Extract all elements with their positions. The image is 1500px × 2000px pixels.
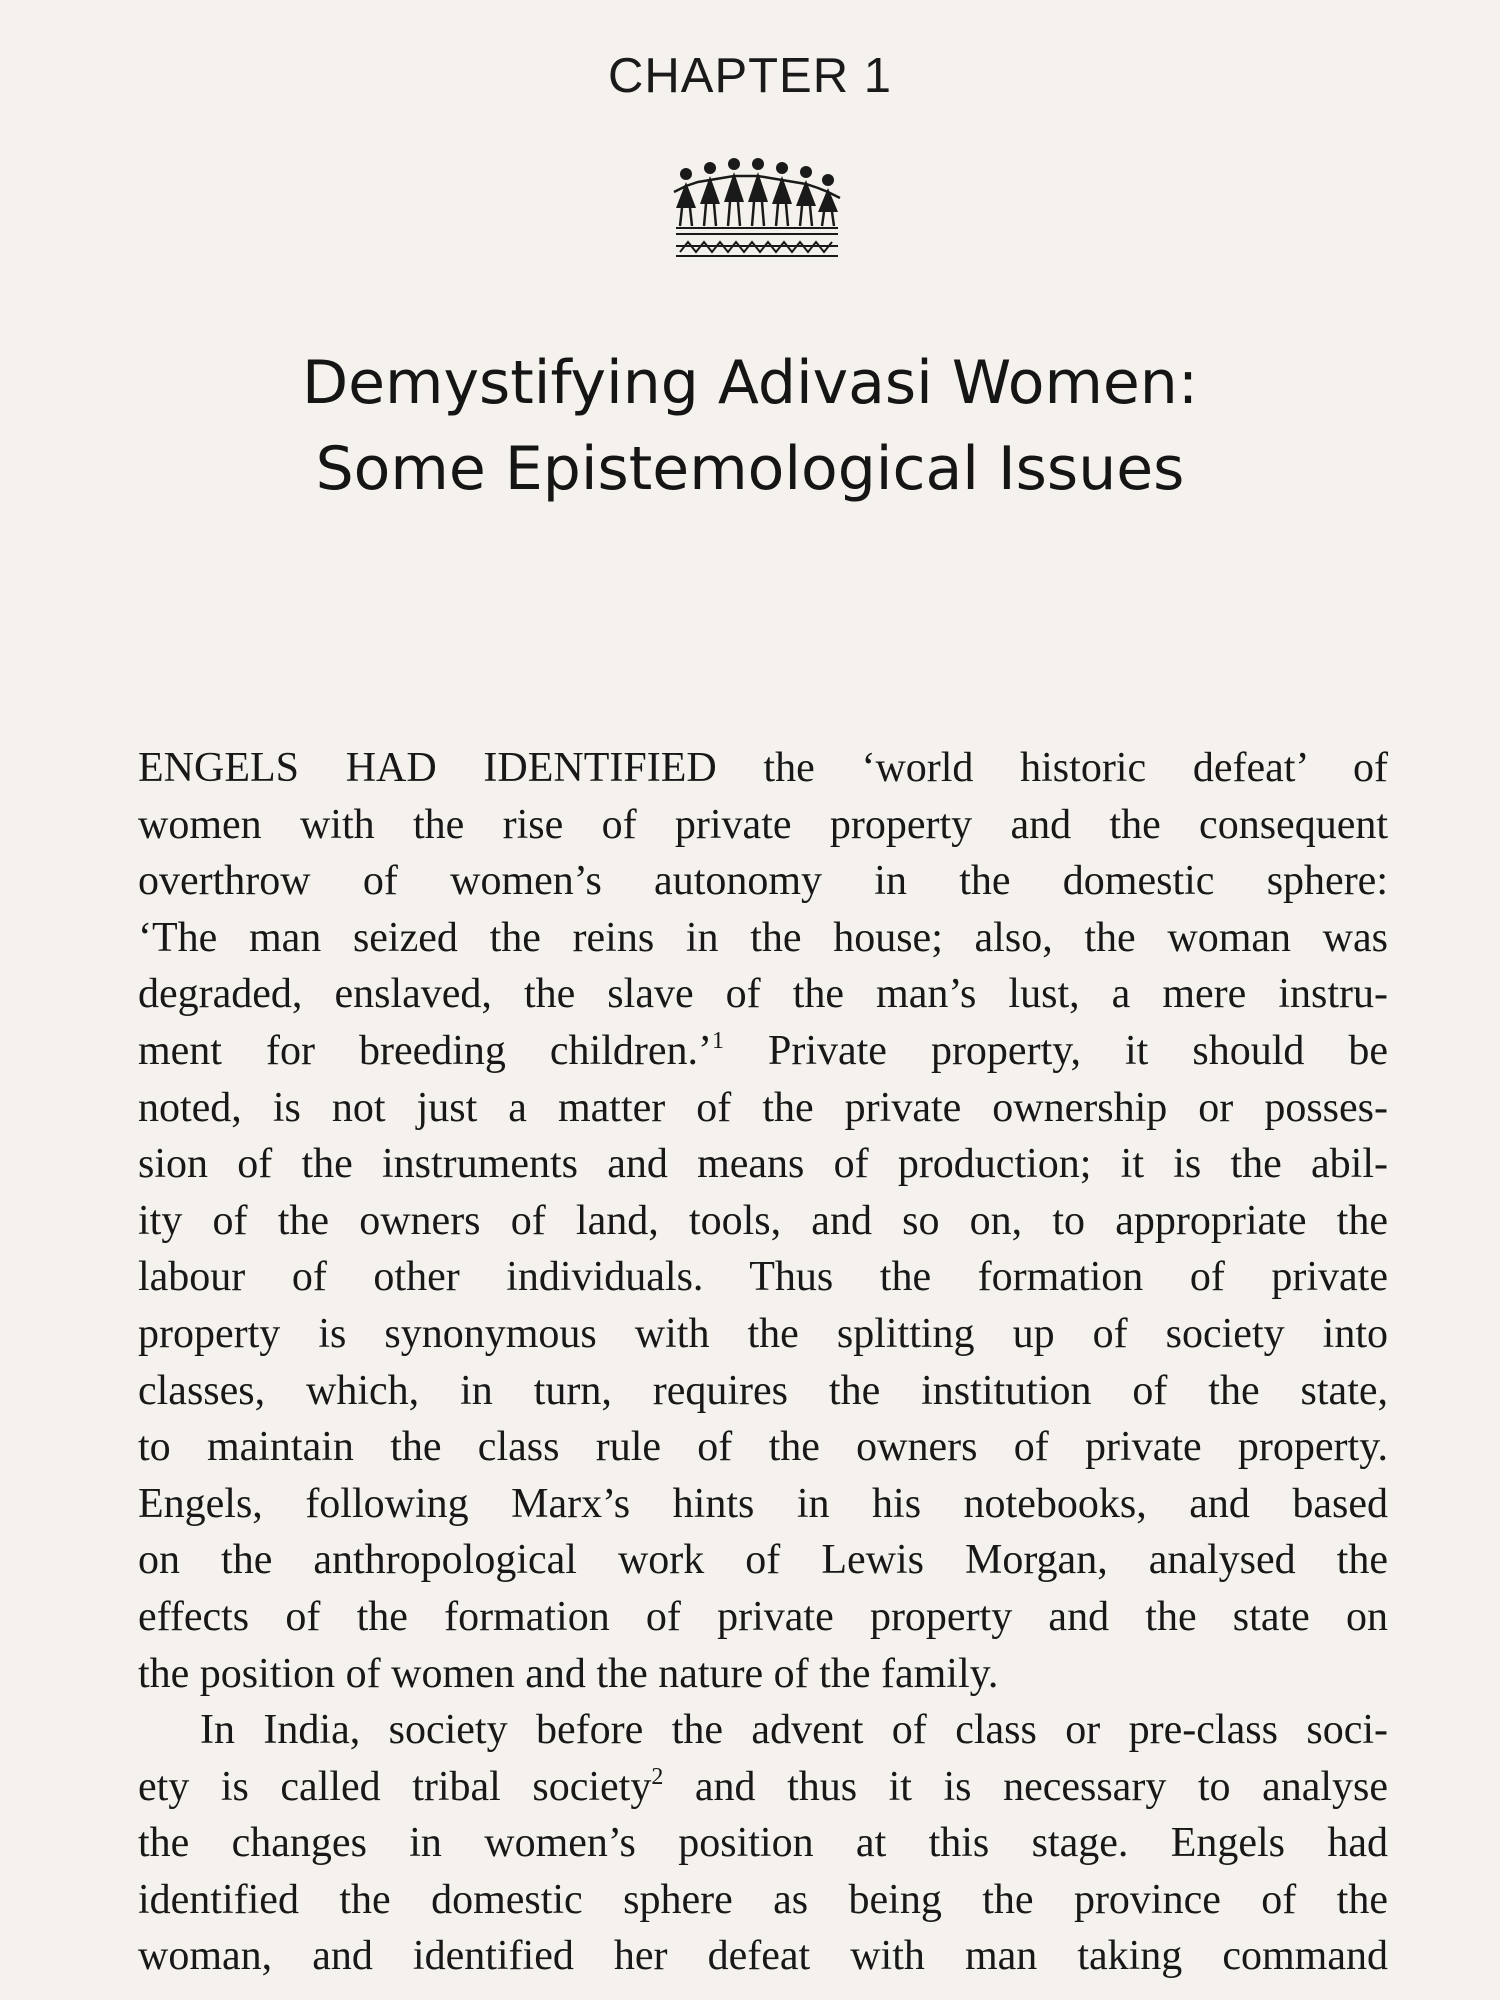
footnote-ref-1[interactable]: 1 xyxy=(711,1027,724,1054)
chapter-title-line-2: Some Epistemological Issues xyxy=(315,434,1185,504)
chapter-label: CHAPTER 1 xyxy=(607,49,892,103)
text-line: the position of women and the nature of the family. xyxy=(138,1650,999,1697)
text-line: woman, and identified her defeat with man taking command xyxy=(138,1933,1388,1980)
text-line: In India, society before the advent of class or pre-class soci- xyxy=(200,1707,1388,1754)
adivasi-dancers-ornament-icon xyxy=(672,156,842,276)
text-line: noted, is not just a matter of the private ownership or posses- xyxy=(138,1084,1388,1131)
text-line: women with the rise of private property and the consequent xyxy=(138,801,1388,848)
text-line: ment for breeding children.’$^1$ Private property, it should be xyxy=(138,1027,1388,1074)
text-line: effects of the formation of private property and the state on xyxy=(138,1593,1388,1640)
text-line: overthrow of women’s autonomy in the domestic sphere: xyxy=(138,858,1388,905)
lead-in-small-caps: ENGELS HAD IDENTIFIED xyxy=(138,745,717,791)
text-line: the changes in women’s position at this stage. Engels had xyxy=(138,1820,1388,1867)
chapter-body xyxy=(138,740,1388,1985)
text-line: ‘The man seized the reins in the house; also, the woman was xyxy=(138,914,1388,961)
footnote-ref-2[interactable]: 2 xyxy=(651,1763,664,1790)
text-line: identified the domestic sphere as being the province of the xyxy=(138,1876,1388,1923)
chapter-title-line-1: Demystifying Adivasi Women: xyxy=(301,348,1199,418)
text-line: classes, which, in turn, requires the institution of the state, xyxy=(138,1367,1388,1414)
text-line: ety is called tribal society$^2$ and thus it is necessary to analyse xyxy=(138,1763,1389,1810)
text-line: Engels, following Marx’s hints in his notebooks, and based xyxy=(138,1480,1388,1527)
chapter-title xyxy=(0,340,1500,512)
paragraph-2 xyxy=(138,1702,1388,1985)
text-line: to maintain the class rule of the owners of private property. xyxy=(138,1424,1388,1471)
text-line: on the anthropological work of Lewis Morgan, analysed the xyxy=(138,1537,1388,1584)
text-line: sion of the instruments and means of production; it is the abil- xyxy=(138,1141,1388,1188)
paragraph-1 xyxy=(138,740,1388,1702)
text-line: degraded, enslaved, the slave of the man’s lust, a mere instru- xyxy=(138,971,1388,1018)
text-line: property is synonymous with the splitting up of society into xyxy=(138,1310,1388,1357)
text-line: ity of the owners of land, tools, and so on, to appropriate the xyxy=(138,1197,1388,1244)
text-line: labour of other individuals. Thus the formation of private xyxy=(138,1254,1388,1301)
text-line: ENGELS HAD IDENTIFIED the ‘world historic defeat’ of xyxy=(138,745,1388,791)
